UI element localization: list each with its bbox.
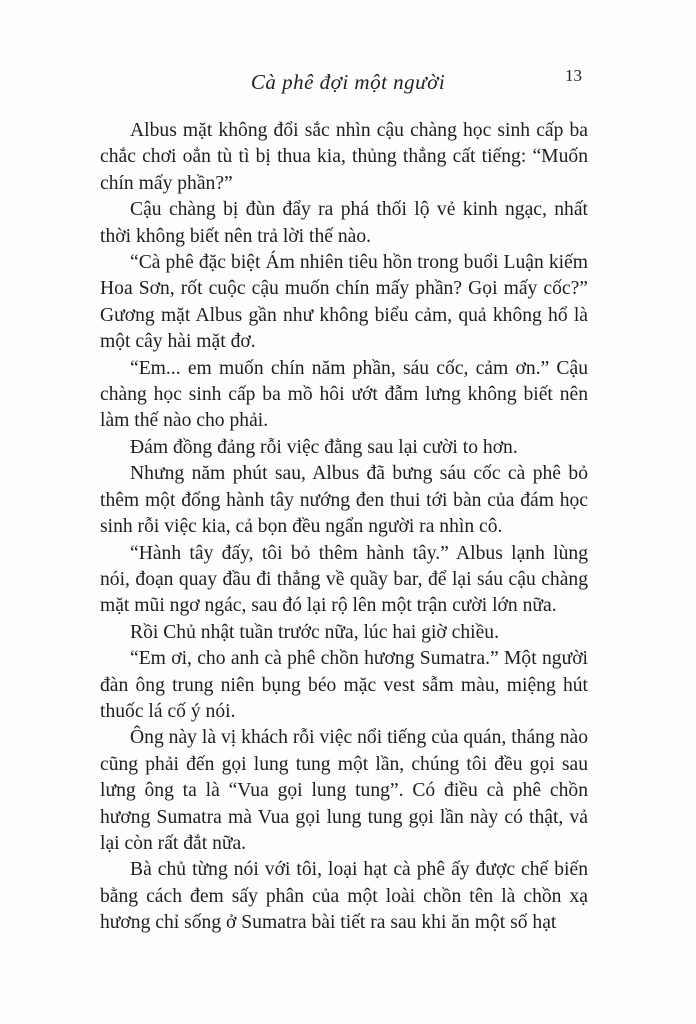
page-number: 13 (565, 66, 582, 85)
paragraph: Nhưng năm phút sau, Albus đã bưng sáu cốc cà phê bỏ thêm một đống hành tây nướng đen thui tới bàn của đám học sinh rỗi việc kia, cả bọn đều ngẩn người ra nhìn cô. (100, 463, 588, 538)
paragraph: Bà chủ từng nói với tôi, loại hạt cà phê ấy được chế biến bằng cách đem sấy phân của một loài chồn tên là chồn xạ hương chỉ sống ở Sumatra bài tiết ra sau khi ăn một số hạt (100, 859, 588, 934)
paragraph: Rồi Chủ nhật tuần trước nữa, lúc hai giờ chiều. (130, 621, 499, 643)
paragraph: Albus mặt không đổi sắc nhìn cậu chàng học sinh cấp ba chắc chơi oẳn tù tì bị thua kia, thủng thẳng cất tiếng: “Muốn chín mấy phần?” (100, 120, 588, 194)
paragraph: “Cà phê đặc biệt Ám nhiên tiêu hồn trong buổi Luận kiếm Hoa Sơn, rốt cuộc cậu muốn chín mấy phần? Gọi mấy cốc?” Gương mặt Albus gần như không biểu cảm, quả không hổ là một cây hài mặt đơ. (100, 252, 588, 353)
paragraph: Cậu chàng bị đùn đẩy ra phá thối lộ vẻ kinh ngạc, nhất thời không biết nên trả lời thế nào. (100, 199, 588, 247)
paragraph: “Em ơi, cho anh cà phê chồn hương Sumatra.” Một người đàn ông trung niên bụng béo mặc vest sẫm màu, miệng hút thuốc lá cố ý nói. (100, 648, 588, 722)
paragraph: Ông này là vị khách rỗi việc nổi tiếng của quán, tháng nào cũng phải đến gọi lung tung một lần, chúng tôi đều gọi sau lưng ông ta là “Vua gọi lung tung”. Có điều cà phê chồn hương Sumatra mà Vua gọi lung tung gọi lần này có thật, vả lại còn rất đắt nữa. (100, 727, 588, 854)
body-text (100, 118, 588, 937)
paragraph: Đám đồng đảng rỗi việc đằng sau lại cười to hơn. (130, 436, 518, 458)
paragraph: “Em... em muốn chín năm phần, sáu cốc, cảm ơn.” Cậu chàng học sinh cấp ba mồ hôi ướt đẫm lưng không biết nên làm thế nào cho phải. (100, 357, 588, 432)
paragraph: “Hành tây đấy, tôi bỏ thêm hành tây.” Albus lạnh lùng nói, đoạn quay đầu đi thẳng về quầy bar, để lại sáu cậu chàng mặt mũi ngơ ngác, sau đó lại rộ lên một trận cười lớn nữa. (100, 542, 588, 617)
running-title: Cà phê đợi một người (250, 70, 446, 94)
